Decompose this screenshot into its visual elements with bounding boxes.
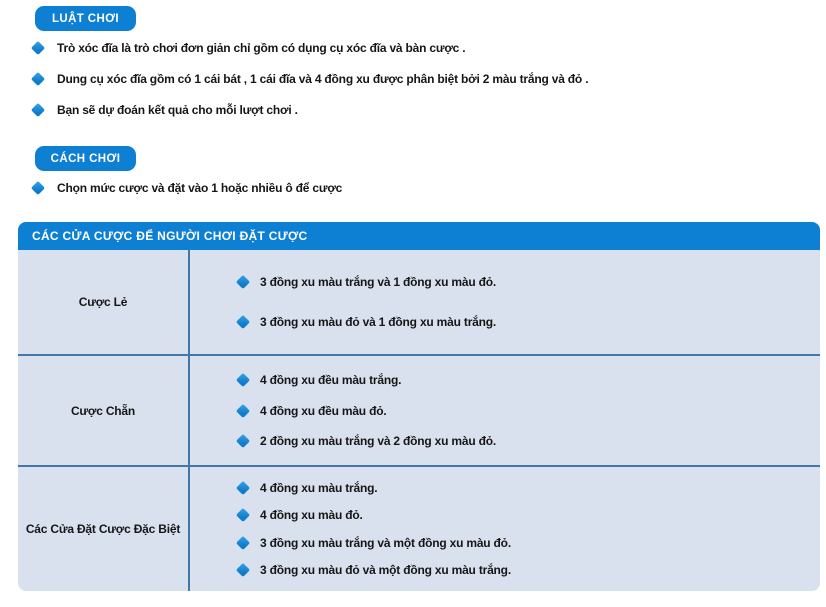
table-row-label: Cược Lẻ: [18, 250, 190, 354]
list-item: [238, 404, 820, 418]
list-item: [33, 41, 826, 55]
rules-list: [0, 41, 826, 117]
diamond-bullet-icon: [236, 403, 250, 417]
list-item-text: 3 đồng xu màu đỏ và 1 đồng xu màu trắng.: [260, 314, 497, 329]
list-item-text: 2 đồng xu màu trắng và 2 đồng xu màu đỏ.: [260, 434, 497, 449]
list-item-text: 3 đồng xu màu đỏ và một đồng xu màu trắng.: [260, 563, 511, 578]
list-item: [33, 72, 826, 86]
bet-table-body: [18, 250, 820, 591]
list-item: [33, 103, 826, 117]
list-item: [238, 508, 820, 522]
table-row: [18, 250, 820, 354]
table-row-label: Các Cửa Đặt Cược Đặc Biệt: [18, 467, 190, 591]
list-item-text: Chọn mức cược và đặt vào 1 hoặc nhiều ô để cược: [57, 181, 343, 195]
table-row-label: Cược Chẵn: [18, 356, 190, 465]
table-row: [18, 354, 820, 465]
table-row: [18, 465, 820, 591]
section-badge-rules: LUẬT CHƠI: [35, 6, 136, 31]
diamond-bullet-icon: [236, 481, 250, 495]
table-row-items: [190, 356, 820, 465]
list-item-text: 3 đồng xu màu trắng và 1 đồng xu màu đỏ.: [260, 275, 497, 290]
diamond-bullet-icon: [236, 536, 250, 550]
list-item-text: Dung cụ xóc đĩa gồm có 1 cái bát , 1 cái đĩa và 4 đồng xu được phân biệt bởi 2 màu trắng và đỏ .: [57, 72, 589, 86]
list-item: [238, 373, 820, 387]
diamond-bullet-icon: [236, 315, 250, 329]
diamond-bullet-icon: [236, 508, 250, 522]
diamond-bullet-icon: [31, 72, 45, 86]
list-item: [238, 434, 820, 448]
list-item: [33, 181, 826, 195]
list-item-text: 4 đồng xu đều màu đỏ.: [260, 403, 387, 418]
table-row-items: [190, 467, 820, 591]
diamond-bullet-icon: [31, 181, 45, 195]
diamond-bullet-icon: [236, 563, 250, 577]
list-item-text: 4 đồng xu màu đỏ.: [260, 508, 363, 523]
diamond-bullet-icon: [236, 434, 250, 448]
diamond-bullet-icon: [236, 373, 250, 387]
section-badge-howto: CÁCH CHƠI: [35, 146, 136, 171]
list-item: [238, 275, 820, 289]
list-item-text: 4 đồng xu màu trắng.: [260, 480, 378, 495]
table-row-items: [190, 250, 820, 354]
list-item-text: Bạn sẽ dự đoán kết quả cho mỗi lượt chơi .: [57, 103, 298, 117]
list-item: [238, 536, 820, 550]
list-item-text: Trò xóc đĩa là trò chơi đơn giản chỉ gồm có dụng cụ xóc đĩa và bàn cược .: [57, 41, 466, 55]
list-item: [238, 563, 820, 577]
diamond-bullet-icon: [31, 103, 45, 117]
bet-options-table: [18, 222, 820, 591]
diamond-bullet-icon: [236, 275, 250, 289]
list-item: [238, 481, 820, 495]
diamond-bullet-icon: [31, 41, 45, 55]
list-item-text: 3 đồng xu màu trắng và một đồng xu màu đỏ.: [260, 535, 511, 550]
howto-list: [0, 181, 826, 195]
list-item: [238, 315, 820, 329]
bet-table-title: CÁC CỬA CƯỢC ĐỂ NGƯỜI CHƠI ĐẶT CƯỢC: [18, 222, 820, 250]
list-item-text: 4 đồng xu đều màu trắng.: [260, 372, 402, 387]
